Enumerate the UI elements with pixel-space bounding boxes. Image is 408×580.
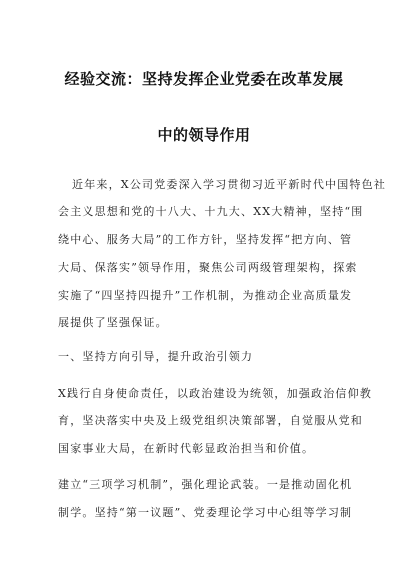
- paragraph-1-line-1: 近年来，X公司党委深入学习贯彻习近平新时代中国特色社: [72, 178, 387, 191]
- paragraph-2-line-1: X践行自身使命责任，以政治建设为统领，加强政治信仰教: [58, 387, 373, 400]
- paragraph-1-line-2: 会主义思想和党的十八大、十九大、XX大精神，坚持“围: [58, 205, 364, 218]
- document-title-line-2: 中的领导作用: [157, 126, 251, 144]
- paragraph-3-line-2: 制学。坚持“第一议题”、党委理论学习中心组等学习制: [58, 506, 353, 519]
- paragraph-2-line-3: 国家事业大局，在新时代彰显政治担当和价值。: [58, 442, 315, 455]
- paragraph-3-line-1: 建立“三项学习机制”，强化理论武装。一是推动固化机: [58, 478, 353, 491]
- document-title-line-1: 经验交流：坚持发挥企业党委在改革发展: [64, 70, 344, 88]
- paragraph-1-line-3: 绕中心、服务大局”的工作方针，坚持发挥“把方向、管: [58, 233, 353, 246]
- paragraph-2-line-2: 育，坚决落实中央及上级党组织决策部署，自觉服从党和: [58, 414, 363, 427]
- section-heading-1: 一、坚持方向引导，提升政治引领力: [58, 350, 254, 363]
- paragraph-1-line-5: 实施了“四坚持四提升”工作机制，为推动企业高质量发: [58, 289, 353, 302]
- paragraph-1-line-4: 大局、保落实”领导作用，聚焦公司两级管理架构，探索: [58, 261, 358, 274]
- paragraph-1-line-6: 展提供了坚强保证。: [58, 316, 168, 329]
